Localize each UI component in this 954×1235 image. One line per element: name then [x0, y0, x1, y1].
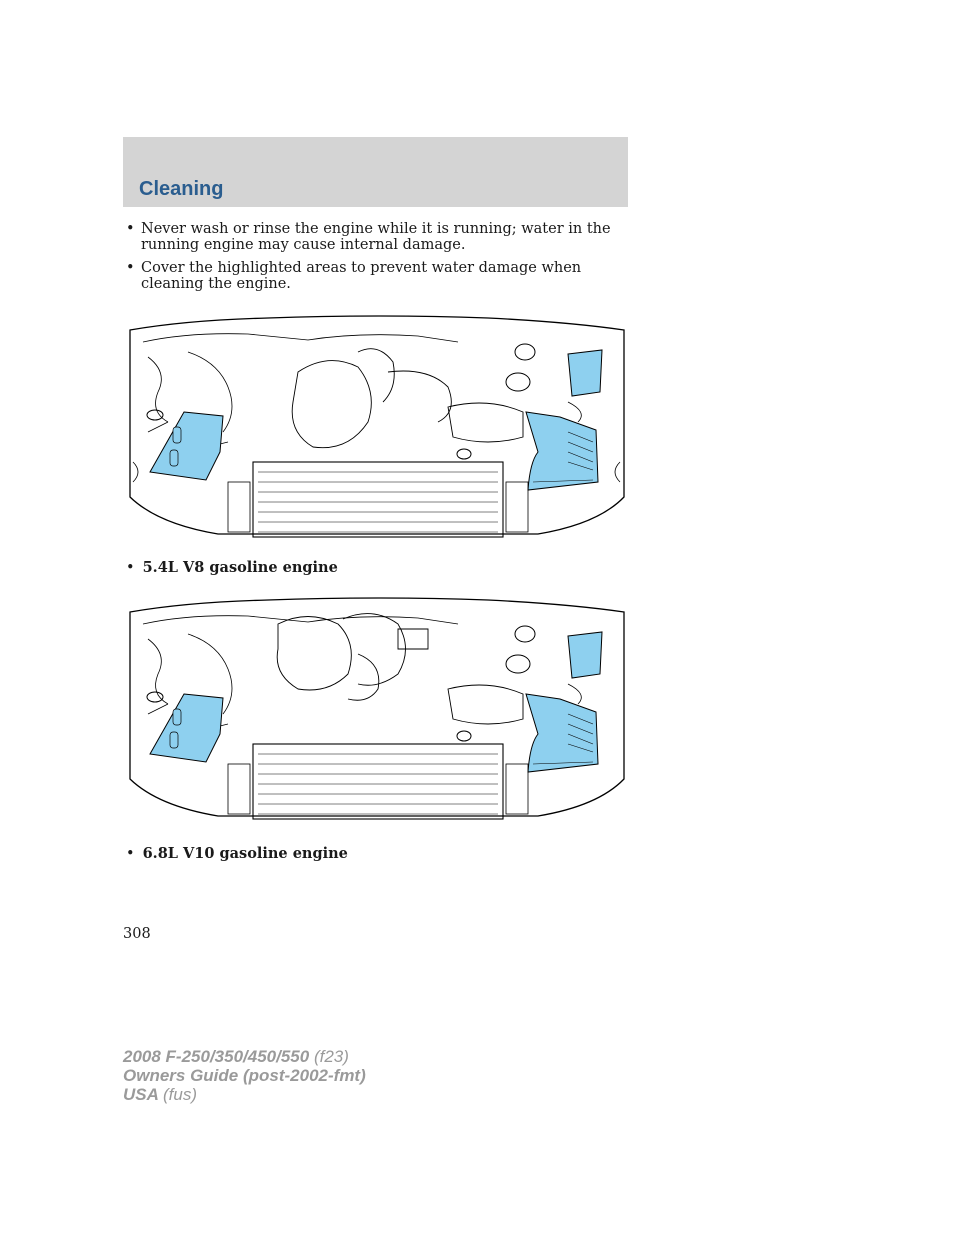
section-header [123, 137, 628, 207]
bullet-icon: • [126, 560, 135, 576]
bullet-icon: • [126, 260, 135, 276]
footer-line-region [123, 1085, 366, 1104]
bullet-list [123, 221, 613, 299]
engine-diagram-v10 [128, 594, 626, 826]
engine-diagram-v8 [128, 312, 626, 544]
bullet-text: Cover the highlighted areas to prevent water damage when cleaning the engine. [141, 260, 582, 292]
footer-line-guide: Owners Guide (post-2002-fmt) [123, 1066, 366, 1085]
figure-caption [123, 845, 348, 862]
caption-text: 5.4L V8 gasoline engine [142, 559, 338, 576]
footer-region-code: (fus) [163, 1085, 197, 1104]
figure-caption [123, 559, 338, 576]
bullet-text: Never wash or rinse the engine while it is running; water in the running engine may cause internal damage. [141, 221, 611, 253]
section-title: Cleaning [139, 178, 224, 200]
bullet-icon: • [126, 221, 135, 237]
footer-model: 2008 F-250/350/450/550 [123, 1047, 310, 1066]
list-item [123, 260, 613, 292]
footer-line-model [123, 1047, 366, 1066]
footer-region: USA [123, 1085, 159, 1104]
bullet-icon: • [126, 846, 135, 862]
document-footer [123, 1047, 366, 1104]
page-number: 308 [123, 926, 151, 942]
list-item [123, 221, 613, 253]
caption-text: 6.8L V10 gasoline engine [142, 845, 348, 862]
footer-model-code: (f23) [313, 1047, 349, 1066]
